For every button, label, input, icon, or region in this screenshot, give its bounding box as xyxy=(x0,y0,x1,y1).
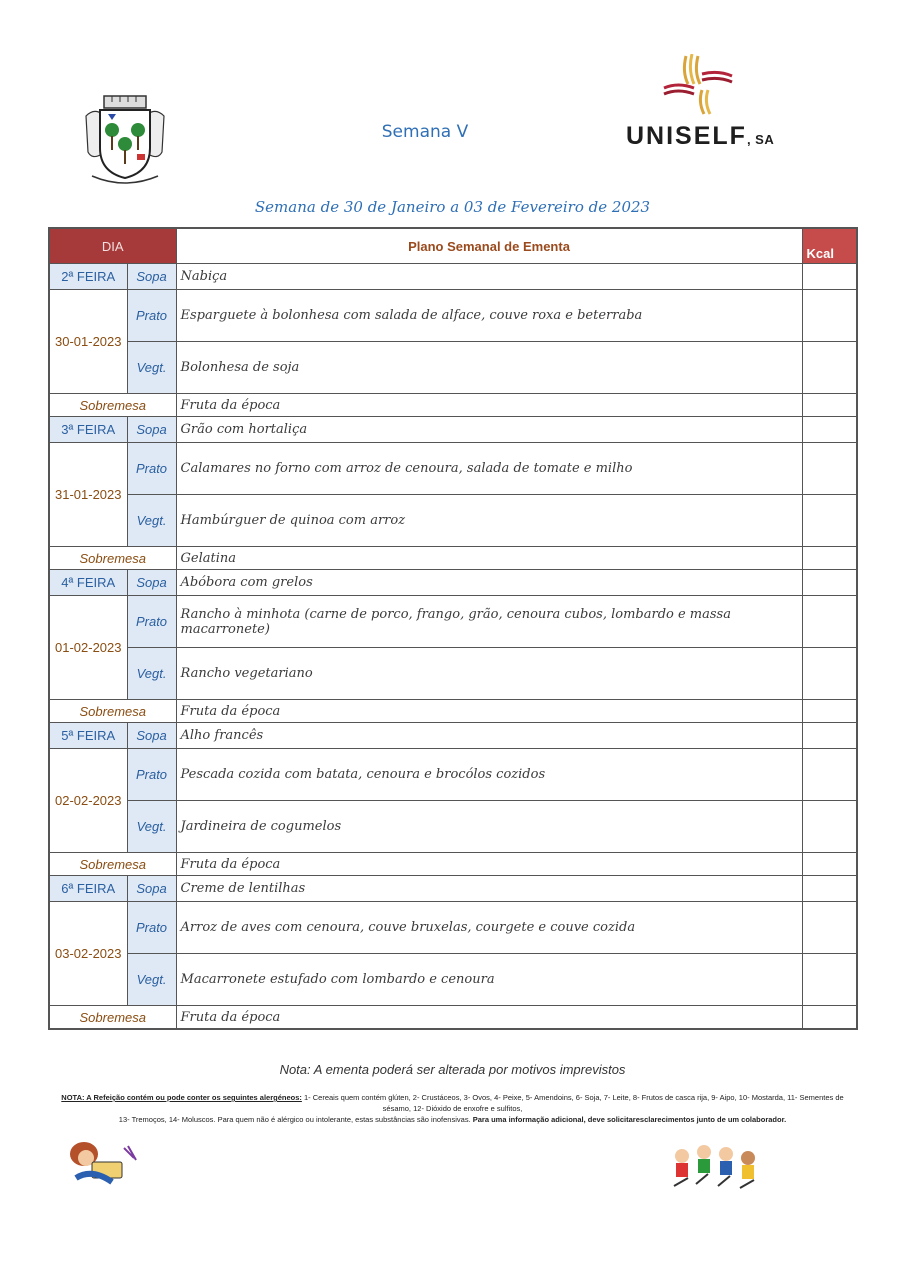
kcal-cell xyxy=(802,290,857,342)
dessert-label: Sobremesa xyxy=(49,700,176,723)
kcal-cell xyxy=(802,596,857,648)
kcal-cell xyxy=(802,801,857,853)
header-dia: DIA xyxy=(49,228,176,264)
table-row xyxy=(49,495,857,547)
dessert-label: Sobremesa xyxy=(49,394,176,417)
table-row xyxy=(49,749,857,801)
table-row xyxy=(49,954,857,1006)
dessert-dish: Fruta da época xyxy=(176,1006,802,1030)
weekday-label: 2ª FEIRA xyxy=(49,264,127,290)
main-label: Prato xyxy=(127,749,176,801)
main-dish: Esparguete à bolonhesa com salada de alface, couve roxa e beterraba xyxy=(176,290,802,342)
veg-label: Vegt. xyxy=(127,342,176,394)
table-row xyxy=(49,417,857,443)
soup-label: Sopa xyxy=(127,570,176,596)
veg-dish: Hambúrguer de quinoa com arroz xyxy=(176,495,802,547)
allergen-lead: NOTA: A Refeição contém ou pode conter os seguintes alergéneos: xyxy=(61,1093,302,1102)
dessert-label: Sobremesa xyxy=(49,853,176,876)
dessert-dish: Fruta da época xyxy=(176,853,802,876)
allergen-strong: Para uma informação adicional, deve solicitaresclarecimentos junto de um colaborador. xyxy=(472,1115,787,1124)
kcal-cell xyxy=(802,954,857,1006)
dessert-dish: Gelatina xyxy=(176,547,802,570)
main-dish: Arroz de aves com cenoura, couve bruxelas, courgete e couve cozida xyxy=(176,902,802,954)
table-row xyxy=(49,342,857,394)
brand-wordmark: UNISELF xyxy=(626,122,747,150)
weekday-label: 6ª FEIRA xyxy=(49,876,127,902)
children-running-icon xyxy=(666,1140,770,1192)
dessert-label: Sobremesa xyxy=(49,1006,176,1030)
veg-dish: Rancho vegetariano xyxy=(176,648,802,700)
veg-label: Vegt. xyxy=(127,801,176,853)
kcal-cell xyxy=(802,264,857,290)
allergen-text: 1- Cereais quem contém glúten, 2- Crustáceos, 3- Ovos, 4- Peixe, 5- Amendoins, 6- Soja, 7- Leite, 8- Frutos de casca rija, 9- Aipo, 10- Mostarda, 11- Sementes de sésamo, 12- Dióxido de enxofre e sulfitos, xyxy=(301,1093,844,1113)
table-header-row xyxy=(49,228,857,264)
date-label: 30-01-2023 xyxy=(49,290,127,394)
kcal-cell xyxy=(802,394,857,417)
date-label: 01-02-2023 xyxy=(49,596,127,700)
date-label: 31-01-2023 xyxy=(49,443,127,547)
main-dish: Pescada cozida com batata, cenoura e brocólos cozidos xyxy=(176,749,802,801)
veg-dish: Bolonhesa de soja xyxy=(176,342,802,394)
table-row xyxy=(49,547,857,570)
weekly-menu-table xyxy=(48,227,858,1030)
allergen-notice xyxy=(50,1092,855,1125)
table-row xyxy=(49,853,857,876)
kcal-cell xyxy=(802,1006,857,1030)
kcal-cell xyxy=(802,853,857,876)
kcal-cell xyxy=(802,749,857,801)
soup-label: Sopa xyxy=(127,417,176,443)
table-row xyxy=(49,264,857,290)
child-reading-icon xyxy=(62,1138,146,1186)
footer-note: Nota: A ementa poderá ser alterada por motivos imprevistos xyxy=(279,1062,626,1077)
soup-label: Sopa xyxy=(127,264,176,290)
soup-dish: Alho francês xyxy=(176,723,802,749)
weekday-label: 5ª FEIRA xyxy=(49,723,127,749)
dessert-dish: Fruta da época xyxy=(176,700,802,723)
kcal-cell xyxy=(802,876,857,902)
kcal-cell xyxy=(802,723,857,749)
table-row xyxy=(49,723,857,749)
veg-dish: Macarronete estufado com lombardo e cenoura xyxy=(176,954,802,1006)
veg-label: Vegt. xyxy=(127,648,176,700)
veg-label: Vegt. xyxy=(127,495,176,547)
allergen-text-2: 13- Tremoços, 14- Moluscos. Para quem não é alérgico ou intolerante, estas substâncias são inofensivas. xyxy=(118,1115,473,1124)
table-row xyxy=(49,902,857,954)
kcal-cell xyxy=(802,342,857,394)
header-kcal: Kcal xyxy=(802,228,857,264)
date-label: 03-02-2023 xyxy=(49,902,127,1006)
table-row xyxy=(49,801,857,853)
dessert-label: Sobremesa xyxy=(49,547,176,570)
dessert-dish: Fruta da época xyxy=(176,394,802,417)
soup-label: Sopa xyxy=(127,723,176,749)
table-row xyxy=(49,290,857,342)
kcal-cell xyxy=(802,902,857,954)
soup-dish: Nabiça xyxy=(176,264,802,290)
main-label: Prato xyxy=(127,596,176,648)
main-label: Prato xyxy=(127,443,176,495)
veg-label: Vegt. xyxy=(127,954,176,1006)
table-row xyxy=(49,700,857,723)
date-label: 02-02-2023 xyxy=(49,749,127,853)
main-label: Prato xyxy=(127,290,176,342)
kcal-cell xyxy=(802,570,857,596)
table-row xyxy=(49,596,857,648)
weekday-label: 4ª FEIRA xyxy=(49,570,127,596)
main-dish: Rancho à minhota (carne de porco, frango, grão, cenoura cubos, lombardo e massa macarronete) xyxy=(176,596,802,648)
table-row xyxy=(49,443,857,495)
uniself-logo-icon xyxy=(662,54,734,116)
kcal-cell xyxy=(802,443,857,495)
soup-label: Sopa xyxy=(127,876,176,902)
brand-suffix: , SA xyxy=(746,132,775,147)
table-row xyxy=(49,1006,857,1030)
soup-dish: Grão com hortaliça xyxy=(176,417,802,443)
kcal-cell xyxy=(802,495,857,547)
kcal-cell xyxy=(802,417,857,443)
municipal-crest-icon xyxy=(82,94,168,190)
soup-dish: Creme de lentilhas xyxy=(176,876,802,902)
kcal-cell xyxy=(802,547,857,570)
table-row xyxy=(49,394,857,417)
kcal-cell xyxy=(802,700,857,723)
header-plano: Plano Semanal de Ementa xyxy=(176,228,802,264)
main-dish: Calamares no forno com arroz de cenoura, salada de tomate e milho xyxy=(176,443,802,495)
kcal-cell xyxy=(802,648,857,700)
veg-dish: Jardineira de cogumelos xyxy=(176,801,802,853)
weekday-label: 3ª FEIRA xyxy=(49,417,127,443)
brand-name xyxy=(626,122,774,151)
table-row xyxy=(49,876,857,902)
week-title: Semana V xyxy=(381,122,469,142)
week-range-title: Semana de 30 de Janeiro a 03 de Fevereiro de 2023 xyxy=(254,198,651,216)
main-label: Prato xyxy=(127,902,176,954)
soup-dish: Abóbora com grelos xyxy=(176,570,802,596)
table-row xyxy=(49,570,857,596)
table-row xyxy=(49,648,857,700)
